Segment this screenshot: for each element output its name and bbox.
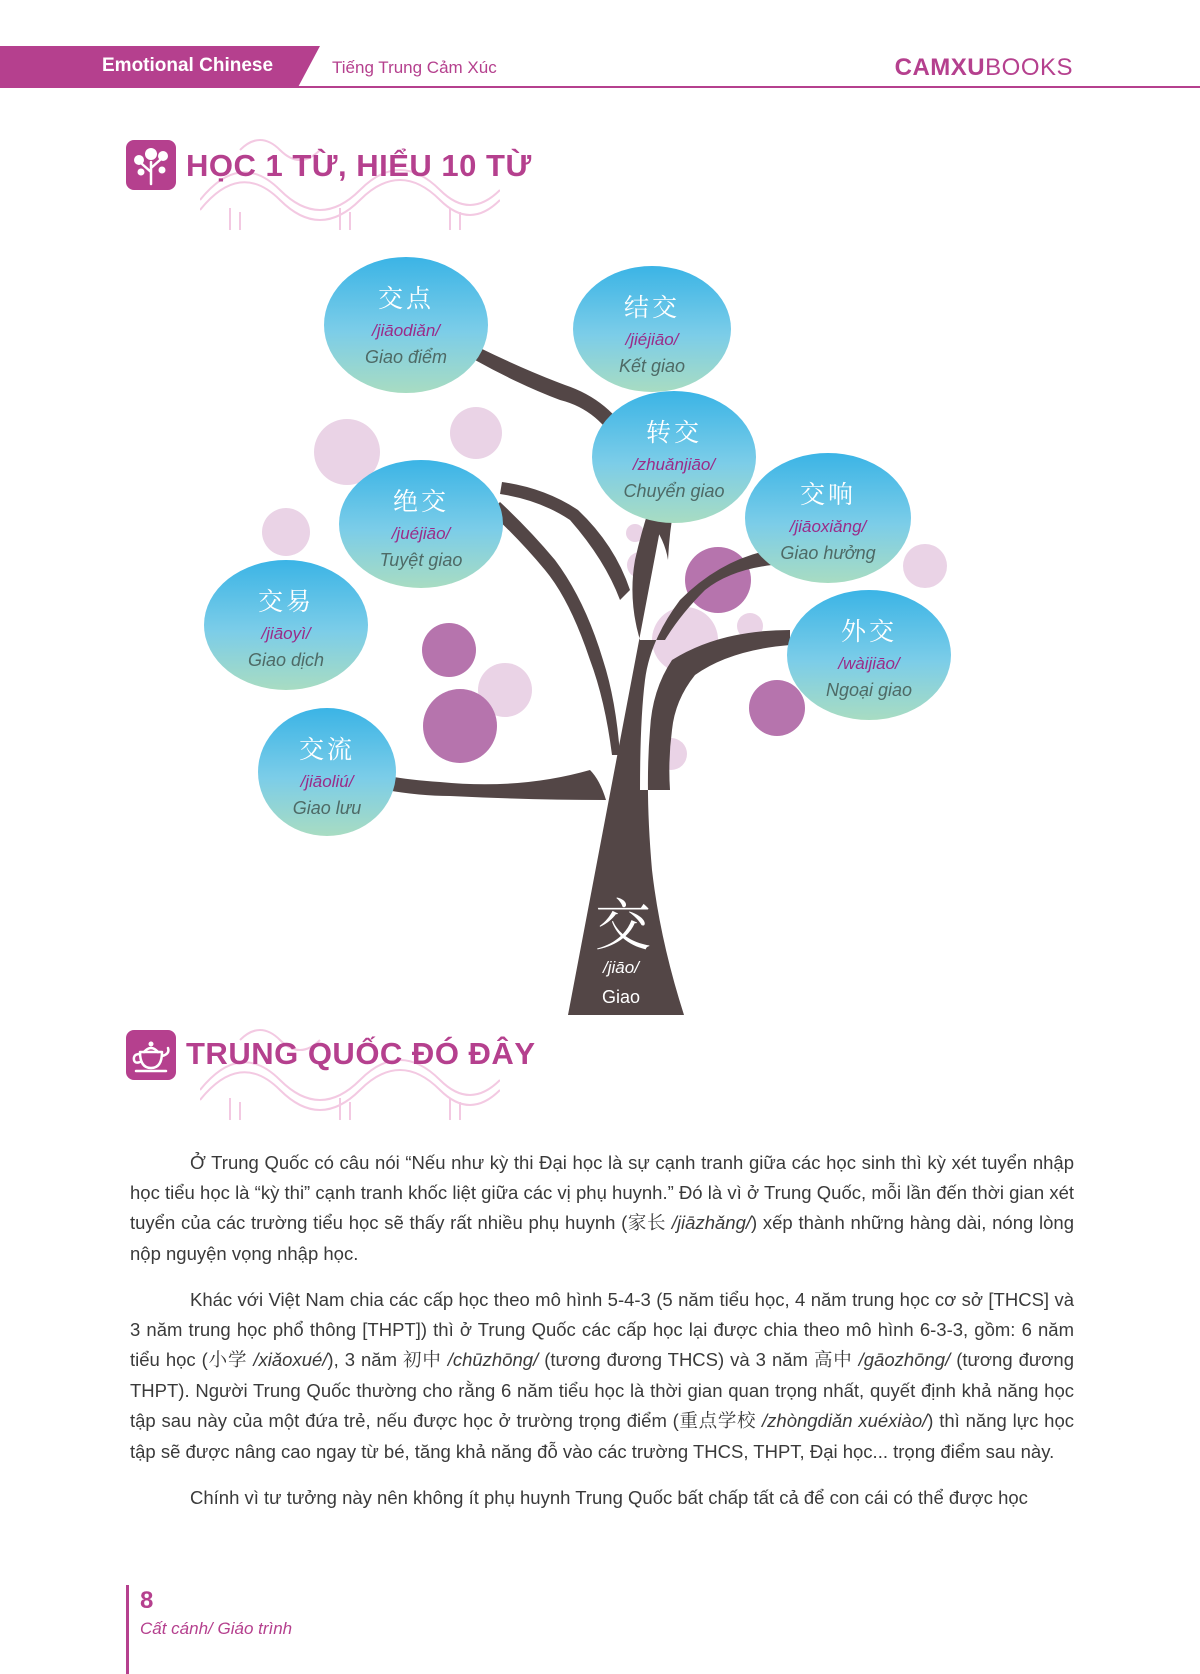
word-bubble [204,560,368,690]
footer-label: Cất cánh/ Giáo trình [140,1619,293,1638]
text: (tương đương THCS) và 3 năm [538,1349,814,1370]
text: ) thì năng lực học tập sẽ được nâng cao ngay từ bé, tăng khả năng đỗ vào các trường THCS, THPT, Đại học... trọng điểm sau này. [130,1410,1074,1462]
text: ), 3 năm [327,1349,403,1370]
word-pinyin: /jiéjiāo/ [625,330,679,349]
header-subtitle: Tiếng Trung Cảm Xúc [332,58,497,77]
word-pinyin: /zhuǎnjiāo/ [632,455,716,474]
word-meaning: Ngoại giao [825,680,913,700]
root-meaning: Giao [601,987,641,1007]
word-meaning: Giao lưu [292,798,362,818]
word-hanzi: 绝交 [392,487,449,516]
paragraph [130,1148,1074,1269]
chinese-term: 重点学校 [678,1411,757,1432]
word-pinyin: /jiāoliú/ [300,772,354,791]
word-bubble [573,266,731,392]
root-hanzi: 交 [595,894,651,959]
word-hanzi: 交点 [377,284,434,313]
word-pinyin: /jiāoyì/ [261,624,311,643]
word-meaning: Giao điểm [364,347,448,367]
footer-rule [126,1585,129,1674]
text: ) xếp thành những hàng dài, nóng lòng nộp nguyện vọng nhập học. [130,1212,1074,1264]
teapot-icon [126,1030,176,1080]
word-meaning: Giao dịch [247,650,325,670]
word-pinyin: /juéjiāo/ [391,524,451,543]
chinese-term: 初中 [402,1350,442,1371]
text: Khác với Việt Nam chia các cấp học theo mô hình 5-4-3 (5 năm tiểu học, 4 năm trung học cơ sở [THCS] và 3 năm trung học phổ thông [THPT]) thì ở Trung Quốc các cấp học lại được chia theo mô hình 6-3-3, gồm: 6 năm tiểu học ( [130,1289,1074,1370]
word-hanzi: 交易 [257,587,314,616]
word-bubble [745,453,911,583]
word-hanzi: 外交 [840,617,897,646]
article-body [130,1148,1074,1513]
word-hanzi: 交响 [799,480,856,509]
pinyin-term: /xiǎoxué/ [247,1349,328,1370]
word-bubble [258,708,396,836]
brand-bold: CAMXU [894,54,986,81]
section-title-learn: HỌC 1 TỪ, HIỂU 10 TỪ [186,148,532,183]
text: (tương đương THPT). Người Trung Quốc thường cho rằng 6 năm tiểu học là thời gian quan trọng nhất, quyết định khả năng học tập sau này của một đứa trẻ, nếu được học ở trường trọng điểm ( [130,1349,1074,1431]
decor-dot [262,508,310,556]
word-hanzi: 转交 [645,418,702,447]
decor-dot [450,407,502,459]
paragraph: Chính vì tư tưởng này nên không ít phụ huynh Trung Quốc bất chấp tất cả để con cái có thể được học [190,1487,1028,1508]
brand-light: BOOKS [985,54,1073,81]
pinyin-term: /gāozhōng/ [852,1349,951,1370]
root-pinyin: /jiāo/ [603,958,639,977]
word-meaning: Giao hưởng [780,543,876,563]
word-pinyin: /jiāodiǎn/ [371,321,441,340]
word-bubble [339,460,503,588]
section-title-china: TRUNG QUỐC ĐÓ ĐÂY [186,1036,536,1071]
word-meaning: Chuyển giao [623,481,725,501]
paragraph [130,1285,1074,1467]
word-pinyin: /jiāoxiǎng/ [789,517,867,536]
word-hanzi: 交流 [298,735,355,764]
page-number: 8 [140,1587,154,1614]
decor-dot [423,689,497,763]
chinese-term: 高中 [813,1350,853,1371]
word-meaning: Kết giao [618,356,686,376]
pinyin-term: /jiāzhǎng/ [666,1212,752,1233]
text: Ở Trung Quốc có câu nói “Nếu như kỳ thi Đại học là sự cạnh tranh giữa các học sinh thì kỳ xét tuyển nhập học tiểu học là “kỳ thi” cạnh tranh khốc liệt giữa các vị phụ huynh.” Đó là vì ở Trung Quốc, mỗi lần đến thời gian xét tuyển của các trường tiểu học sẽ thấy rất nhiều phụ huynh ( [130,1152,1074,1233]
word-hanzi: 结交 [623,293,680,322]
word-bubble [592,391,756,523]
decor-dot [422,623,476,677]
word-meaning: Tuyệt giao [379,550,463,570]
chinese-term: 小学 [207,1350,248,1371]
pinyin-term: /chūzhōng/ [441,1349,539,1370]
word-pinyin: /wàijiāo/ [838,654,900,673]
header-title: Emotional Chinese [102,55,274,76]
word-bubble [787,590,951,720]
pinyin-term: /zhòngdiǎn xuéxiào/ [756,1410,928,1431]
word-bubble [324,257,488,393]
chinese-term: 家长 [627,1213,667,1234]
